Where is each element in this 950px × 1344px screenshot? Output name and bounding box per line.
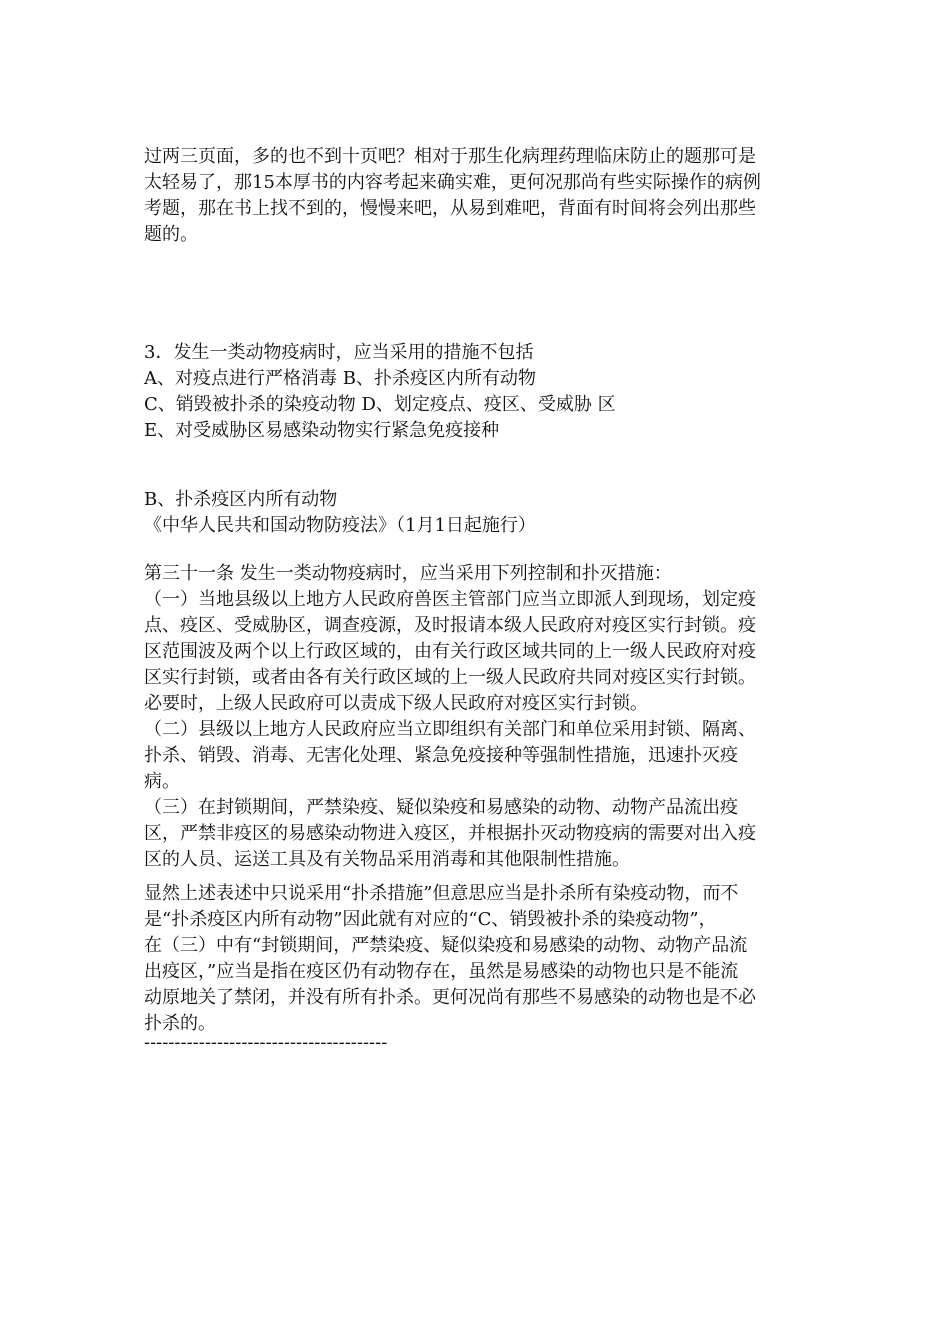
article-line: （三）在封锁期间，严禁染疫、疑似染疫和易感染的动物、动物产品流出疫 — [144, 797, 738, 818]
article-line: （二）县级以上地方人民政府应当立即组织有关部门和单位采用封锁、隔离、 — [144, 719, 756, 740]
commentary-line: 在（三）中有“封锁期间，严禁染疫、疑似染疫和易感染的动物、动物产品流 — [144, 935, 748, 956]
article-line: 扑杀、销毁、消毒、无害化处理、紧急免疫接种等强制性措施，迅速扑灭疫 — [144, 745, 738, 766]
question-block — [144, 340, 814, 444]
commentary-line: 是“扑杀疫区内所有动物”因此就有对应的“C、销毁被扑杀的染疫动物”， — [144, 909, 717, 930]
question-option: E、对受威胁区易感染动物实行紧急免疫接种 — [144, 420, 500, 441]
intro-paragraph — [144, 144, 814, 248]
commentary-paragraph — [144, 881, 814, 1037]
article-line: 病。 — [144, 771, 180, 792]
question-stem: 3．发生一类动物疫病时，应当采用的措施不包括 — [144, 342, 534, 363]
law-article — [144, 561, 814, 873]
commentary-line: 动原地关了禁闭，并没有所有扑杀。更何况尚有那些不易感染的动物也是不必 — [144, 987, 756, 1008]
answer-block — [144, 487, 814, 539]
article-line: 必要时，上级人民政府可以责成下级人民政府对疫区实行封锁。 — [144, 693, 648, 714]
intro-line: 太轻易了，那15本厚书的内容考起来确实难，更何况那尚有些实际操作的病例 — [144, 172, 761, 193]
divider-text: ---------------------------------------- — [144, 1032, 388, 1053]
article-line: （一）当地县级以上地方人民政府兽医主管部门应当立即派人到现场，划定疫 — [144, 589, 756, 610]
article-line: 点、疫区、受威胁区，调查疫源，及时报请本级人民政府对疫区实行封锁。疫 — [144, 615, 756, 636]
article-line: 区的人员、运送工具及有关物品采用消毒和其他限制性措施。 — [144, 849, 630, 870]
intro-line: 题的。 — [144, 224, 198, 245]
intro-line: 过两三页面，多的也不到十页吧？相对于那生化病理药理临床防止的题那可是 — [144, 146, 756, 167]
commentary-line: 显然上述表述中只说采用“扑杀措施”但意思应当是扑杀所有染疫动物，而不 — [144, 883, 739, 904]
article-line: 第三十一条 发生一类动物疫病时，应当采用下列控制和扑灭措施： — [144, 563, 672, 584]
article-line: 区，严禁非疫区的易感染动物进入疫区，并根据扑灭动物疫病的需要对出入疫 — [144, 823, 756, 844]
answer-choice: B、扑杀疫区内所有动物 — [144, 489, 338, 510]
answer-source: 《中华人民共和国动物防疫法》（1月1日起施行） — [144, 515, 536, 536]
commentary-line: 扑杀的。 — [144, 1013, 216, 1034]
dashed-divider — [144, 1030, 814, 1056]
article-line: 区范围波及两个以上行政区域的，由有关行政区域共同的上一级人民政府对疫 — [144, 641, 756, 662]
question-option: C、销毁被扑杀的染疫动物 D、划定疫点、疫区、受威胁 区 — [144, 394, 616, 415]
intro-line: 考题，那在书上找不到的，慢慢来吧，从易到难吧，背面有时间将会列出那些 — [144, 198, 756, 219]
commentary-line: 出疫区，”应当是指在疫区仍有动物存在，虽然是易感染的动物也只是不能流 — [144, 961, 739, 982]
article-line: 区实行封锁，或者由各有关行政区域的上一级人民政府共同对疫区实行封锁。 — [144, 667, 756, 688]
question-option: A、对疫点进行严格消毒 B、扑杀疫区内所有动物 — [144, 368, 536, 389]
